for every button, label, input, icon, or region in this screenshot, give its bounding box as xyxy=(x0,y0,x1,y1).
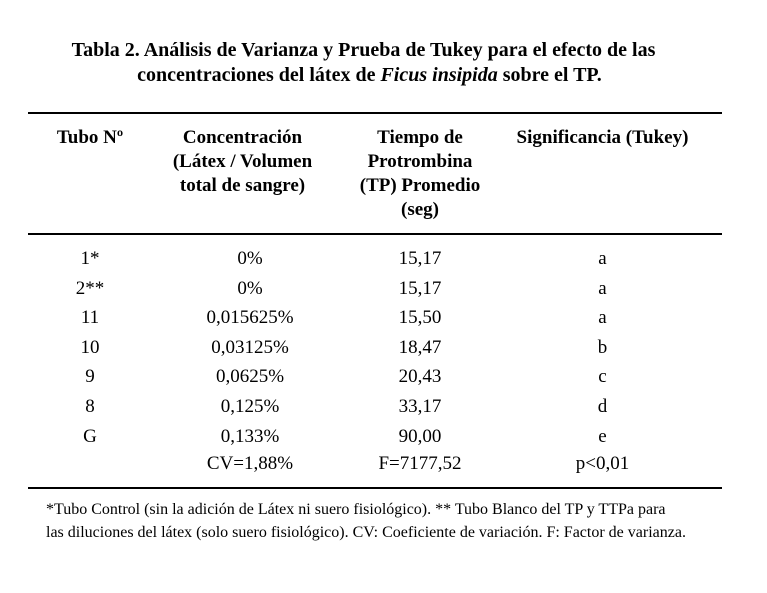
cell-significancia: a xyxy=(598,307,607,329)
stat-p: p<0,01 xyxy=(575,453,630,474)
table-bottom-rule xyxy=(28,487,722,489)
caption-line-2-text: concentraciones del látex de xyxy=(137,64,381,86)
table-row xyxy=(0,362,767,392)
table-body xyxy=(0,244,767,451)
cell-tiempo: 33,17 xyxy=(398,395,442,417)
header-text: Concentración xyxy=(182,127,303,148)
caption-line-2 xyxy=(0,63,767,88)
cell-tiempo: 15,17 xyxy=(398,277,442,299)
table-row xyxy=(0,392,767,422)
cell-tubo: 9 xyxy=(85,366,95,388)
cell-tubo: G xyxy=(83,425,97,447)
header-concentracion xyxy=(155,126,330,198)
cell-concentracion: 0,03125% xyxy=(211,336,289,358)
cell-concentracion: 0,125% xyxy=(220,395,280,417)
caption-species-name: Ficus insipida xyxy=(380,64,498,86)
cell-tiempo: 15,50 xyxy=(398,307,442,329)
cell-significancia: d xyxy=(597,395,608,417)
cell-tubo: 10 xyxy=(80,336,100,358)
header-significancia xyxy=(505,126,700,150)
header-text: Protrombina xyxy=(367,151,473,172)
header-text: (Látex / Volumen xyxy=(172,151,313,172)
table-caption xyxy=(0,38,767,88)
cell-tubo: 1* xyxy=(80,248,100,269)
header-tubo xyxy=(40,126,140,150)
header-text: Tiempo de xyxy=(377,127,463,148)
cell-concentracion: 0,015625% xyxy=(206,307,294,329)
cell-significancia: e xyxy=(598,425,607,447)
cell-tiempo: 90,00 xyxy=(398,425,442,447)
cell-significancia: b xyxy=(597,336,608,358)
header-text: Significancia (Tukey) xyxy=(516,127,689,148)
cell-concentracion: 0,0625% xyxy=(215,366,285,388)
table-row xyxy=(0,274,767,304)
cell-tiempo: 15,17 xyxy=(398,248,442,269)
caption-line-2-end: sobre el TP. xyxy=(497,64,602,86)
table-row xyxy=(0,244,767,274)
cell-tiempo: 20,43 xyxy=(398,366,442,388)
table-row xyxy=(0,333,767,363)
header-text: (seg) xyxy=(401,199,439,220)
cell-concentracion: 0% xyxy=(237,248,263,269)
table-row xyxy=(0,303,767,333)
table-footnote xyxy=(46,498,746,544)
cell-significancia: a xyxy=(598,248,607,269)
cell-tubo: 2** xyxy=(75,277,105,299)
table-header-rule xyxy=(28,233,722,235)
stat-f: F=7177,52 xyxy=(378,453,462,474)
cell-tubo: 8 xyxy=(85,395,95,417)
header-tiempo xyxy=(345,126,495,222)
caption-line-1: Tabla 2. Análisis de Varianza y Prueba de Tukey para el efecto de las xyxy=(71,39,656,61)
header-text: total de sangre) xyxy=(179,175,306,196)
stat-cv: CV=1,88% xyxy=(206,453,294,474)
cell-significancia: a xyxy=(598,277,607,299)
table-row xyxy=(0,422,767,452)
stats-row xyxy=(0,450,767,478)
footnote-line-2: las diluciones del látex (solo suero fisiológico). CV: Coeficiente de variación. F: Factor de varianza. xyxy=(46,524,686,541)
footnote-line-1: *Tubo Control (sin la adición de Látex ni suero fisiológico). ** Tubo Blanco del TP y TTPa para xyxy=(46,501,666,518)
table-top-rule xyxy=(28,112,722,114)
header-text: Tubo Nº xyxy=(56,127,124,148)
cell-tiempo: 18,47 xyxy=(398,336,442,358)
cell-concentracion: 0,133% xyxy=(220,425,280,447)
header-text: (TP) Promedio xyxy=(359,175,481,196)
cell-concentracion: 0% xyxy=(237,277,263,299)
cell-tubo: 11 xyxy=(80,307,100,329)
cell-significancia: c xyxy=(598,366,607,388)
